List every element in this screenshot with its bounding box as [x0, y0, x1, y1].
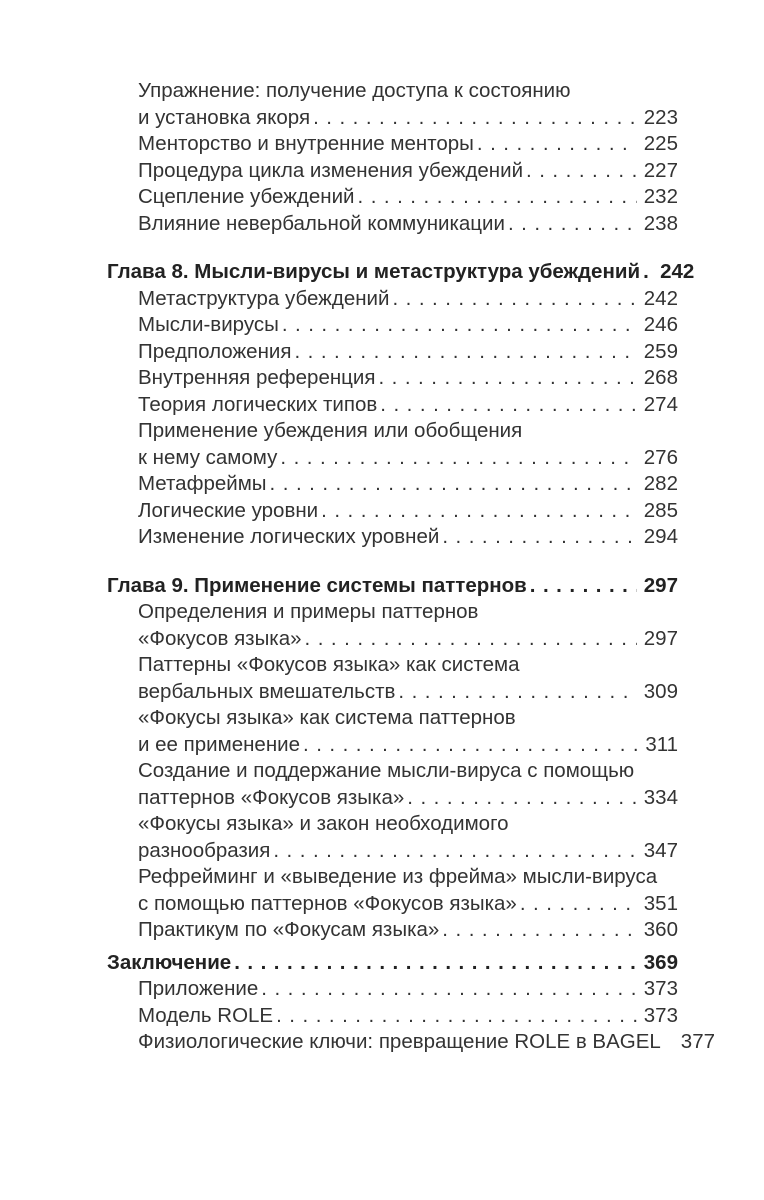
toc-entry — [0, 312, 764, 339]
toc-entry — [0, 573, 764, 600]
toc-entry-page: 285 — [643, 498, 678, 522]
toc-list — [0, 78, 764, 1056]
dot-leader — [276, 1003, 637, 1030]
toc-entry-title: Рефрейминг и «выведение из фрейма» мысли-вируса — [138, 865, 658, 888]
toc-entry — [0, 679, 764, 706]
toc-entry-title: «Фокусы языка» и закон необходимого — [138, 812, 509, 835]
toc-entry — [0, 498, 764, 525]
toc-entry-page: 297 — [643, 626, 678, 650]
toc-entry — [0, 626, 764, 653]
toc-entry — [0, 365, 764, 392]
toc-entry — [0, 599, 764, 626]
toc-entry — [0, 445, 764, 472]
toc-entry — [0, 705, 764, 732]
toc-entry-title: Внутренняя референция — [138, 366, 376, 389]
toc-entry — [0, 524, 764, 551]
toc-entry — [0, 950, 764, 977]
toc-entry — [0, 418, 764, 445]
toc-entry — [0, 471, 764, 498]
toc-entry — [0, 864, 764, 891]
toc-entry — [0, 732, 764, 759]
toc-entry — [0, 339, 764, 366]
toc-entry-page: 360 — [643, 918, 678, 941]
toc-entry-title: Применение убеждения или обобщения — [138, 419, 523, 442]
toc-entry-title: Упражнение: получение доступа к состоянию — [138, 79, 571, 102]
dot-leader — [442, 917, 636, 944]
toc-entry-page: 282 — [643, 472, 678, 495]
toc-entry-title: Модель ROLE — [138, 1003, 274, 1027]
toc-entry — [0, 211, 764, 238]
toc-entry-title: Физиологические ключи: превращение ROLE в BAGEL — [138, 1030, 661, 1053]
toc-entry-title: Определения и примеры паттернов — [138, 600, 479, 623]
toc-entry-page: 242 — [660, 260, 695, 283]
dot-leader — [442, 524, 636, 551]
toc-entry-page: 238 — [643, 211, 678, 235]
toc-entry-title: Менторство и внутренние менторы — [138, 132, 474, 155]
dot-leader — [508, 211, 637, 238]
toc-entry-title: Заключение — [107, 950, 232, 974]
toc-entry-page: 259 — [643, 339, 678, 363]
dot-leader — [643, 259, 653, 286]
toc-entry — [0, 917, 764, 944]
toc-entry-page: 242 — [643, 286, 678, 310]
toc-entry-title: паттернов «Фокусов языка» — [138, 785, 405, 809]
toc-entry-page: 297 — [643, 573, 678, 597]
toc-entry-title: «Фокусы языка» как система паттернов — [138, 706, 516, 729]
toc-entry-title: Метаструктура убеждений — [138, 286, 390, 310]
toc-entry-page: 369 — [643, 950, 678, 974]
dot-leader — [282, 312, 637, 339]
toc-entry-page: 373 — [643, 1003, 678, 1027]
toc-entry-title: Процедура цикла изменения убеждений — [138, 158, 524, 182]
toc-entry-page: 232 — [643, 185, 678, 208]
toc-entry-title: Теория логических типов — [138, 392, 378, 416]
toc-entry-title: Приложение — [138, 977, 259, 1000]
dot-leader — [520, 891, 637, 918]
toc-entry-page: 268 — [643, 366, 678, 389]
toc-entry-title: Глава 8. Мысли-вирусы и метаструктура убеждений — [107, 260, 641, 283]
dot-leader — [234, 950, 637, 977]
dot-leader — [477, 131, 637, 158]
dot-leader — [378, 365, 636, 392]
toc-entry-title: и установка якоря — [138, 105, 311, 129]
dot-leader — [261, 976, 637, 1003]
toc-entry — [0, 785, 764, 812]
toc-entry — [0, 891, 764, 918]
toc-entry — [0, 811, 764, 838]
toc-entry — [0, 392, 764, 419]
toc-entry — [0, 158, 764, 185]
toc-entry-title: Паттерны «Фокусов языка» как система — [138, 653, 520, 676]
toc-entry — [0, 105, 764, 132]
dot-leader — [407, 785, 637, 812]
toc-entry-page: 246 — [643, 313, 678, 336]
toc-entry — [0, 838, 764, 865]
toc-entry-page: 274 — [643, 392, 678, 416]
dot-leader — [398, 679, 636, 706]
toc-entry-page: 225 — [643, 132, 678, 155]
toc-entry-page: 311 — [645, 732, 678, 756]
toc-entry-title: к нему самому — [138, 445, 278, 469]
dot-leader — [305, 626, 637, 653]
toc-entry-page: 294 — [643, 525, 678, 548]
toc-entry-title: с помощью паттернов «Фокусов языка» — [138, 891, 517, 915]
toc-entry-title: и ее применение — [138, 732, 300, 756]
toc-entry — [0, 78, 764, 105]
dot-leader — [380, 392, 637, 419]
dot-leader — [270, 471, 637, 498]
toc-entry — [0, 131, 764, 158]
dot-leader — [358, 184, 637, 211]
toc-entry-title: «Фокусов языка» — [138, 626, 302, 650]
toc-entry-title: Создание и поддержание мысли-вируса с помощью — [138, 759, 635, 782]
toc-entry-title: Мысли-вирусы — [138, 313, 279, 336]
toc-entry-title: Практикум по «Фокусам языка» — [138, 918, 440, 941]
toc-entry-page: 373 — [643, 977, 678, 1000]
dot-leader — [530, 573, 637, 600]
dot-leader — [273, 838, 636, 865]
toc-entry-page: 334 — [643, 785, 678, 809]
dot-leader — [321, 498, 637, 525]
toc-entry-page: 377 — [680, 1030, 716, 1053]
toc-entry — [0, 184, 764, 211]
toc-entry-title: Метафреймы — [138, 472, 267, 495]
toc-entry — [0, 1003, 764, 1030]
toc-entry-title: Изменение логических уровней — [138, 525, 440, 548]
toc-entry-title: Глава 9. Применение системы паттернов — [107, 573, 527, 597]
toc-entry — [0, 976, 764, 1003]
toc-entry-page: 347 — [643, 838, 678, 862]
toc-entry — [0, 259, 764, 286]
toc-entry-page: 223 — [643, 105, 678, 129]
toc-entry-page: 276 — [643, 445, 678, 469]
toc-entry-title: Логические уровни — [138, 498, 319, 522]
dot-leader — [294, 339, 636, 366]
dot-leader — [526, 158, 637, 185]
toc-entry — [0, 758, 764, 785]
toc-entry-title: вербальных вмешательств — [138, 679, 396, 703]
toc-entry-page: 227 — [643, 158, 678, 182]
dot-leader — [303, 732, 638, 759]
dot-leader — [392, 286, 636, 313]
toc-entry-title: Сцепление убеждений — [138, 185, 355, 208]
dot-leader — [280, 445, 636, 472]
toc-entry-title: Предположения — [138, 339, 292, 363]
toc-entry-title: разнообразия — [138, 838, 271, 862]
toc-entry — [0, 652, 764, 679]
toc-entry — [0, 286, 764, 313]
toc-entry-page: 309 — [643, 679, 678, 703]
dot-leader — [313, 105, 637, 132]
toc-entry — [0, 1029, 764, 1056]
toc-entry-page: 351 — [643, 891, 678, 915]
toc-entry-title: Влияние невербальной коммуникации — [138, 211, 505, 235]
